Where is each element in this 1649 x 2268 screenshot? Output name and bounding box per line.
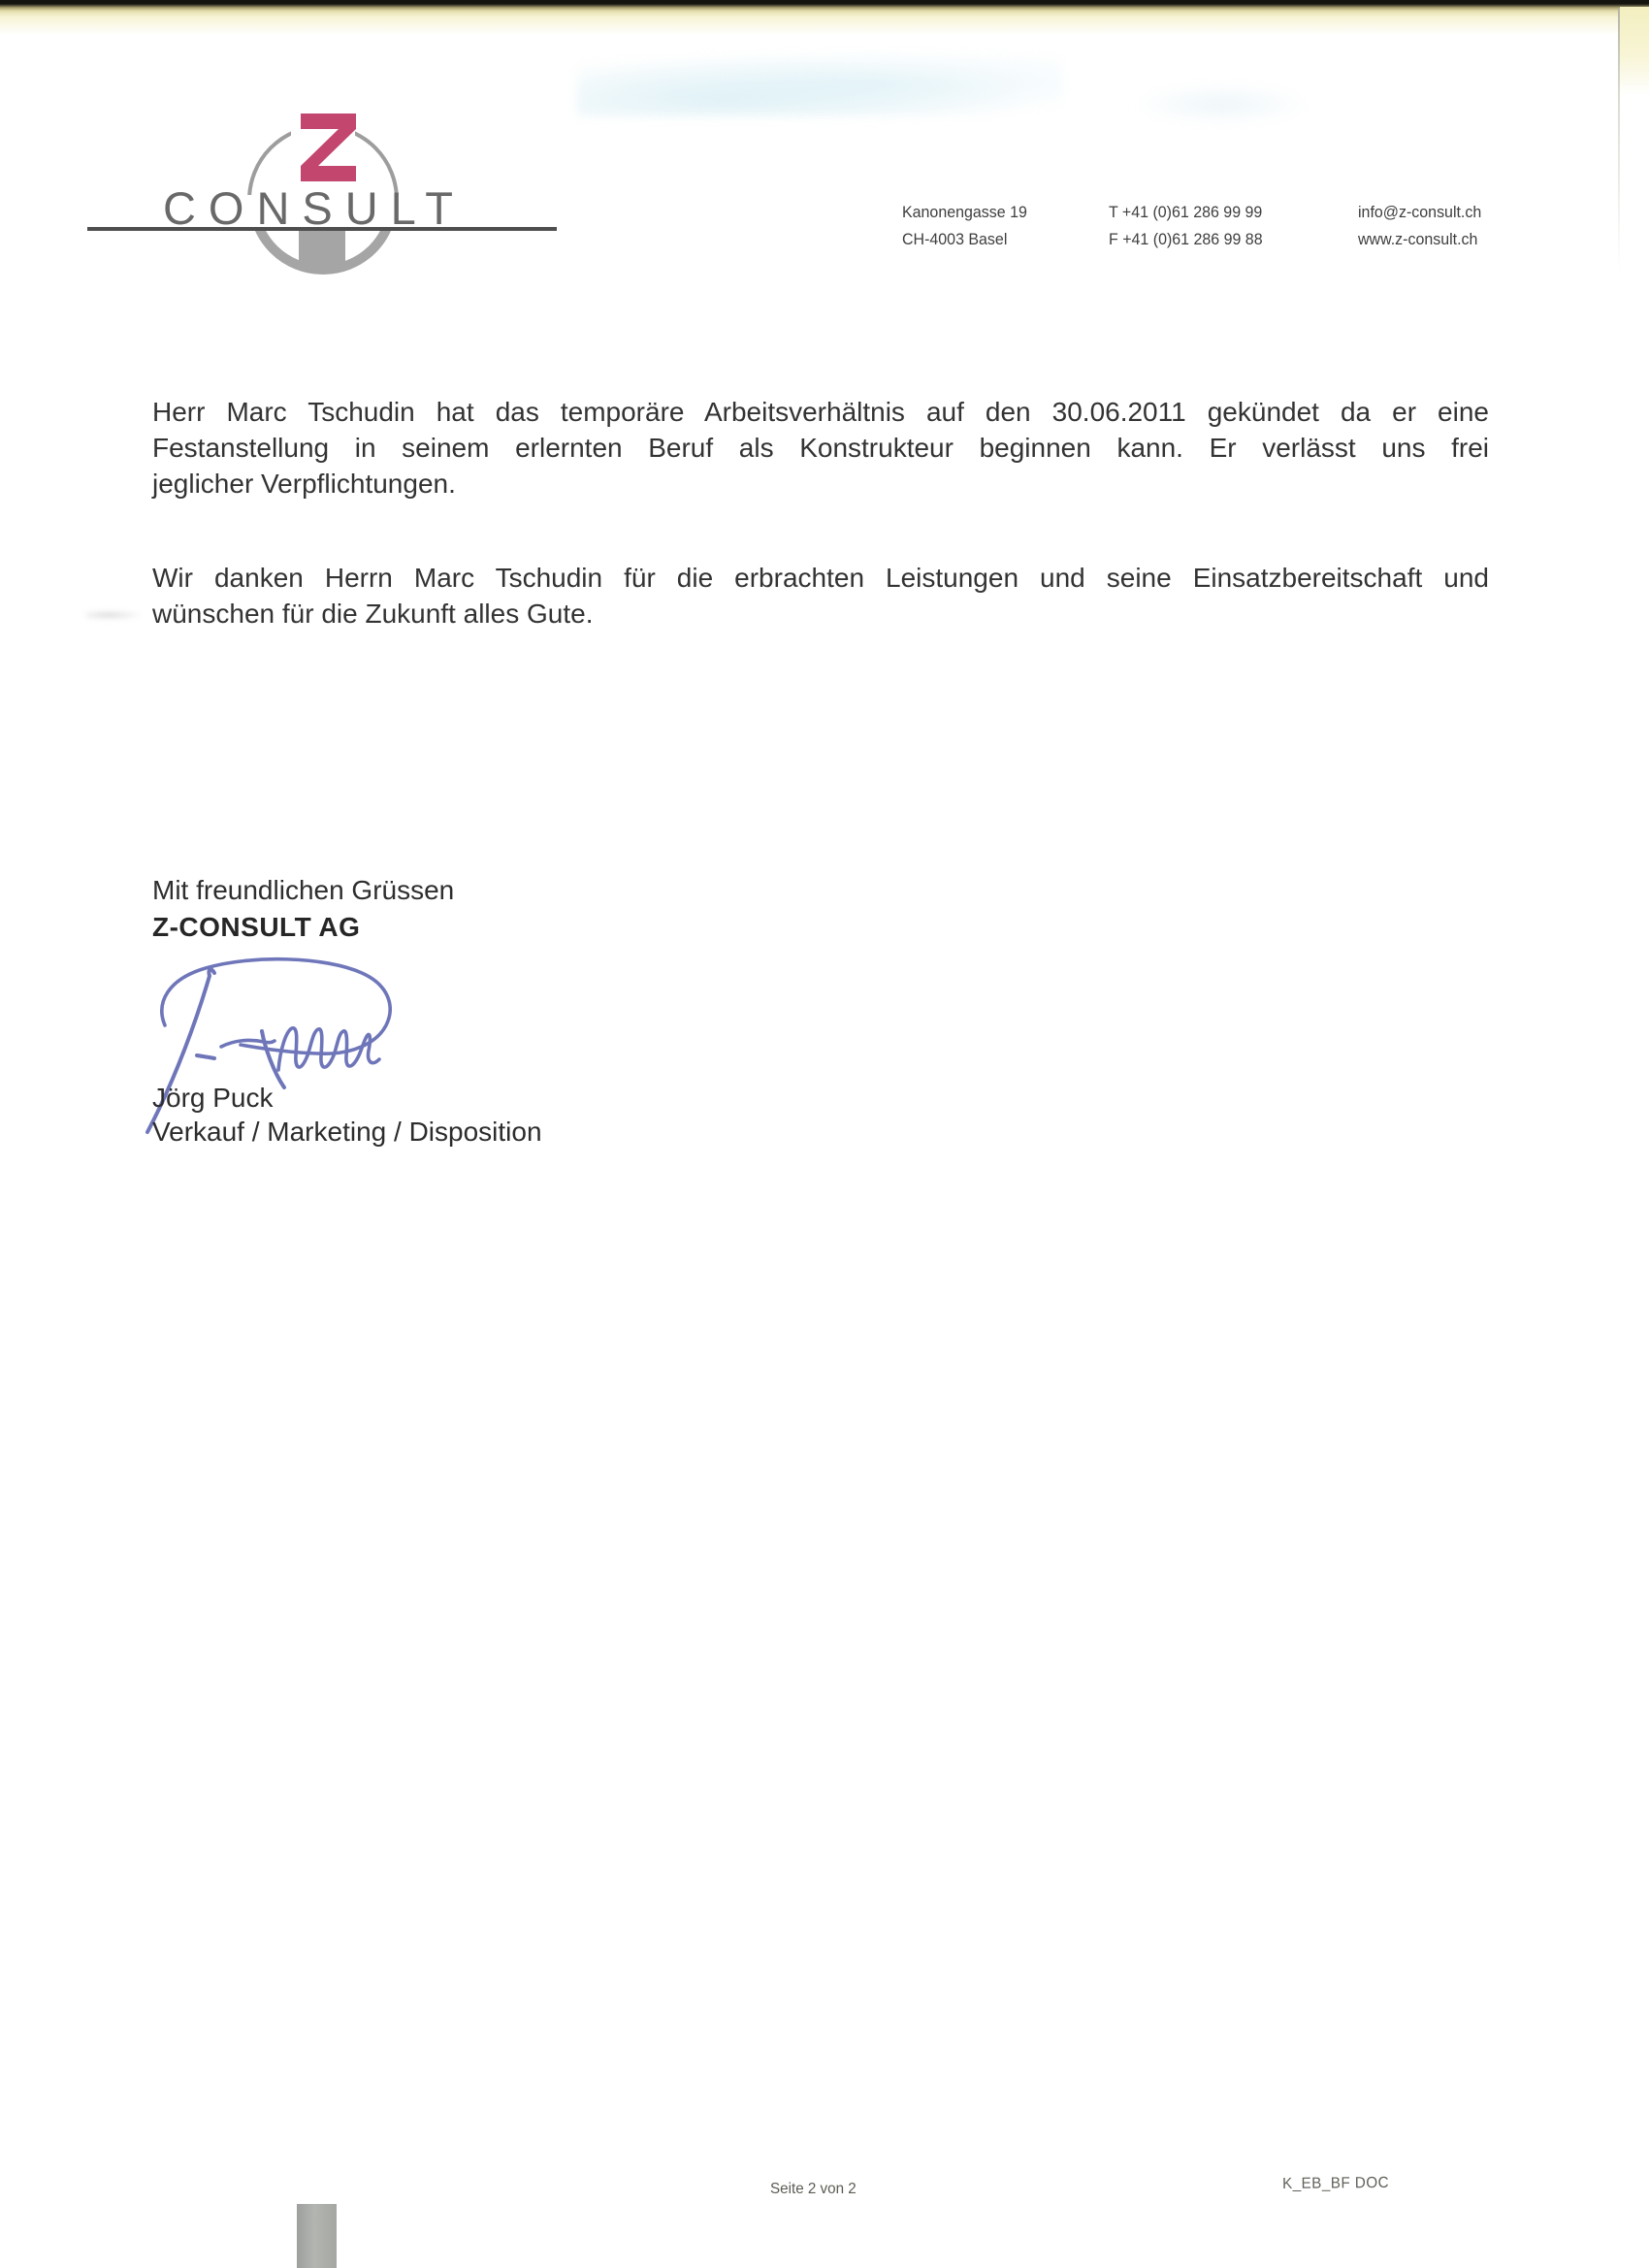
paragraph-1-line-3: jeglicher Verpflichtungen. bbox=[152, 469, 456, 499]
paragraph-1-line-2: Festanstellung in seinem erlernten Beruf als Konstrukteur beginnen kann. Er verlässt uns frei bbox=[152, 433, 1489, 463]
header-address bbox=[902, 199, 1027, 253]
paragraph-2 bbox=[152, 560, 1489, 632]
signer-role: Verkauf / Marketing / Disposition bbox=[152, 1117, 542, 1147]
footer-doc-reference: K_EB_BF DOC bbox=[1282, 2174, 1390, 2192]
signer-name: Jörg Puck bbox=[152, 1083, 274, 1113]
fax-line: F +41 (0)61 286 99 88 bbox=[1109, 230, 1263, 248]
closing-block bbox=[152, 872, 454, 946]
scan-speck-artifact bbox=[85, 609, 144, 621]
paragraph-1 bbox=[152, 394, 1489, 502]
signature-oval-loop bbox=[162, 959, 390, 1053]
phone-line: T +41 (0)61 286 99 99 bbox=[1109, 203, 1263, 221]
scan-top-edge-band bbox=[0, 0, 1649, 35]
signature-stem bbox=[262, 1031, 284, 1087]
website-line: www.z-consult.ch bbox=[1358, 230, 1478, 248]
logo-wordmark: CONSULT bbox=[163, 182, 471, 234]
signature-dash bbox=[197, 1055, 214, 1058]
scan-bottom-bar-artifact bbox=[297, 2204, 337, 2268]
scan-right-edge-strip bbox=[1620, 7, 1649, 96]
paragraph-1-line-1: Herr Marc Tschudin hat das temporäre Arbeitsverhältnis auf den 30.06.2011 gekündet da er eine bbox=[152, 397, 1489, 427]
scan-right-edge-line bbox=[1618, 9, 1620, 271]
scan-smudge-artifact bbox=[577, 53, 1062, 116]
header-phone bbox=[1109, 199, 1263, 253]
address-line-1: Kanonengasse 19 bbox=[902, 203, 1027, 221]
logo-center-block bbox=[299, 230, 345, 267]
footer-page-number: Seite 2 von 2 bbox=[770, 2181, 857, 2197]
scan-smudge-artifact-2 bbox=[1130, 82, 1314, 126]
signature-squiggle bbox=[278, 1028, 379, 1070]
paragraph-2-line-1: Wir danken Herrn Marc Tschudin für die erbrachten Leistungen und seine Einsatzbereitschaft und bbox=[152, 563, 1489, 593]
closing-company-name: Z-CONSULT AG bbox=[152, 912, 361, 942]
paragraph-2-line-2: wünschen für die Zukunft alles Gute. bbox=[152, 599, 594, 629]
signature-crossbar bbox=[221, 1040, 275, 1047]
header-web bbox=[1358, 199, 1481, 253]
email-line: info@z-consult.ch bbox=[1358, 203, 1482, 221]
z-consult-logo-icon bbox=[85, 92, 561, 281]
closing-salutation: Mit freundlichen Grüssen bbox=[152, 875, 455, 905]
address-line-2: CH-4003 Basel bbox=[902, 230, 1008, 248]
logo-letter-z bbox=[301, 113, 356, 181]
